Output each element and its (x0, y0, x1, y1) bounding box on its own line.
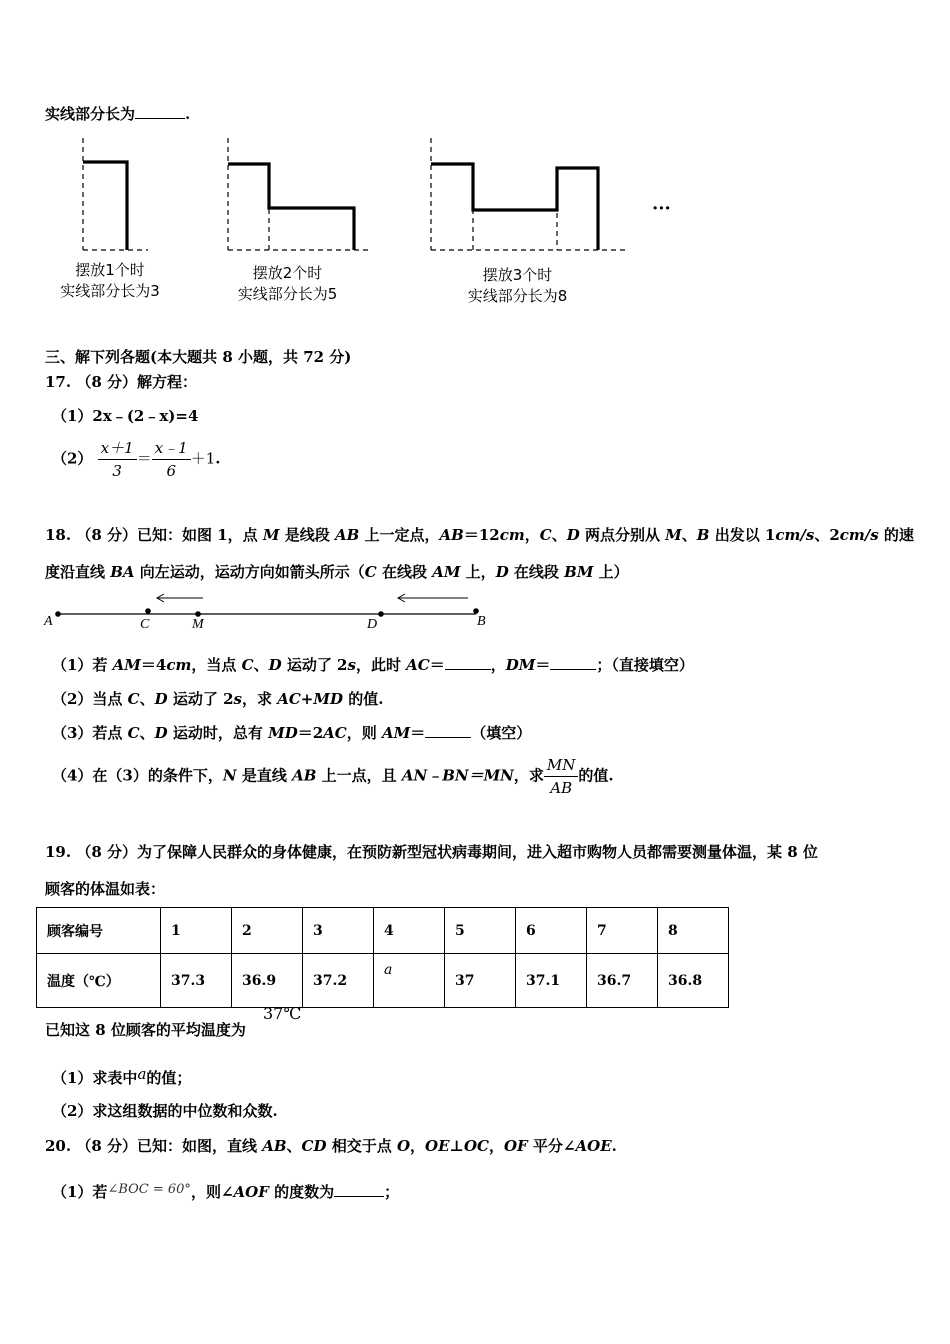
table-row (37, 908, 729, 954)
table-cell: 37.3 (161, 954, 232, 1008)
table-cell: 36.8 (658, 954, 729, 1008)
point-M (195, 611, 201, 617)
answer-blank (334, 1196, 384, 1197)
figure-1 (83, 138, 148, 250)
figure-2 (228, 138, 372, 250)
table-cell: 3 (303, 908, 374, 954)
label-M: M (192, 617, 204, 632)
q19-part2: （2）求这组数据的中位数和众数. (52, 1102, 278, 1120)
q18-fraction: $\frac{MN}{AB}$ (544, 754, 578, 799)
q19-line1: 19. （8 分）为了保障人民群众的身体健康，在预防新型冠状病毒期间，进入超市购物人员都需要测量体温，某 8 位 (45, 843, 818, 861)
point-D (378, 611, 384, 617)
top-text: 实线部分长为 (45, 105, 136, 123)
table-cell: 8 (658, 908, 729, 954)
answer-blank (445, 669, 491, 670)
table-header-cell: 顾客编号 (37, 908, 161, 954)
label-D: D (367, 617, 378, 632)
label-A: A (44, 614, 53, 629)
q17-part1: （1）2x﹣(2﹣x)=4 (52, 407, 199, 425)
ellipsis: ··· (652, 198, 671, 219)
angle-expression: ∠BOC = 60° (107, 1182, 191, 1197)
table-cell: 4 (374, 908, 445, 954)
figure-3 (431, 138, 626, 250)
q17-title: 17. （8 分）解方程： (45, 373, 197, 391)
figure-2-caption: 摆放2个时 实线部分长为5 (237, 264, 338, 303)
q19-part1: （1）求表中a的值； (52, 1065, 192, 1087)
table-cell: 7 (587, 908, 658, 954)
table-cell: 6 (516, 908, 587, 954)
label-C: C (140, 617, 150, 632)
q20-line1: 20. （8 分）已知：如图，直线 AB、CD 相交于点 O，OE⊥OC，OF 平分∠AOE. (45, 1137, 617, 1155)
figure-1-caption: 摆放1个时 实线部分长为3 (60, 261, 160, 300)
segment-diagram (40, 586, 510, 636)
q18-part1: （1）若 AM＝4cm，当点 C、D 运动了 2s，此时 AC＝ ，DM＝ ；（直接填空） (52, 656, 694, 674)
q18-part2: （2）当点 C、D 运动了 2s，求 AC+MD 的值. (52, 690, 384, 708)
table-cell: 37.2 (303, 954, 374, 1008)
arrow-left-icon (398, 594, 468, 602)
table-cell: 2 (232, 908, 303, 954)
top-line: 实线部分长为 . (45, 105, 191, 123)
arrow-left-icon (157, 594, 203, 602)
q19-average-text: 已知这 8 位顾客的平均温度为 (45, 1021, 246, 1039)
q20-part1: （1）若∠BOC = 60°，则∠AOF 的度数为 ； (52, 1182, 400, 1201)
point-B (473, 608, 479, 614)
q19-line2: 顾客的体温如表： (45, 880, 166, 898)
figure-3-caption: 摆放3个时 实线部分长为8 (467, 266, 568, 305)
table-cell: 1 (161, 908, 232, 954)
q19-average-value: 37℃ (263, 1004, 302, 1023)
label-B: B (477, 614, 486, 629)
answer-blank (550, 669, 596, 670)
q17-fraction-1: $\frac{x+1}{3}$ (98, 437, 137, 482)
table-cell: 37 (445, 954, 516, 1008)
answer-blank (425, 737, 471, 738)
q18-part3: （3）若点 C、D 运动时，总有 MD＝2AC，则 AM＝ （填空） (52, 724, 532, 742)
table-cell: 5 (445, 908, 516, 954)
temperature-table (36, 907, 729, 1008)
table-row (37, 954, 729, 1008)
answer-blank (135, 118, 185, 119)
table-cell: 37.1 (516, 954, 587, 1008)
q17-part2: （2） $\frac{x+1}{3}$ ＝ $\frac{x﹣1}{6}$ ＋1. (52, 439, 221, 480)
section-heading: 三、解下列各题(本大题共 8 小题，共 72 分) (45, 348, 352, 366)
q18-part4: （4）在（3）的条件下，N 是直线 AB 上一点，且 AN﹣BN＝MN，求 $\frac{MN}{AB}$ 的值. (52, 756, 614, 797)
q18-line1: 18. （8 分）已知：如图 1，点 M 是线段 AB 上一定点，AB＝12cm，C、D 两点分别从 M、B 出发以 1cm/s、2cm/s 的速 (45, 526, 914, 544)
q17-fraction-2: $\frac{x﹣1}{6}$ (152, 437, 191, 482)
table-cell: 36.9 (232, 954, 303, 1008)
q18-line2: 度沿直线 BA 向左运动，运动方向如箭头所示（C 在线段 AM 上，D 在线段 BM 上） (45, 563, 629, 581)
table-header-cell: 温度（℃） (37, 954, 161, 1008)
table-cell: 36.7 (587, 954, 658, 1008)
table-cell: a (374, 954, 445, 1008)
point-C (145, 608, 151, 614)
point-A (55, 611, 61, 617)
